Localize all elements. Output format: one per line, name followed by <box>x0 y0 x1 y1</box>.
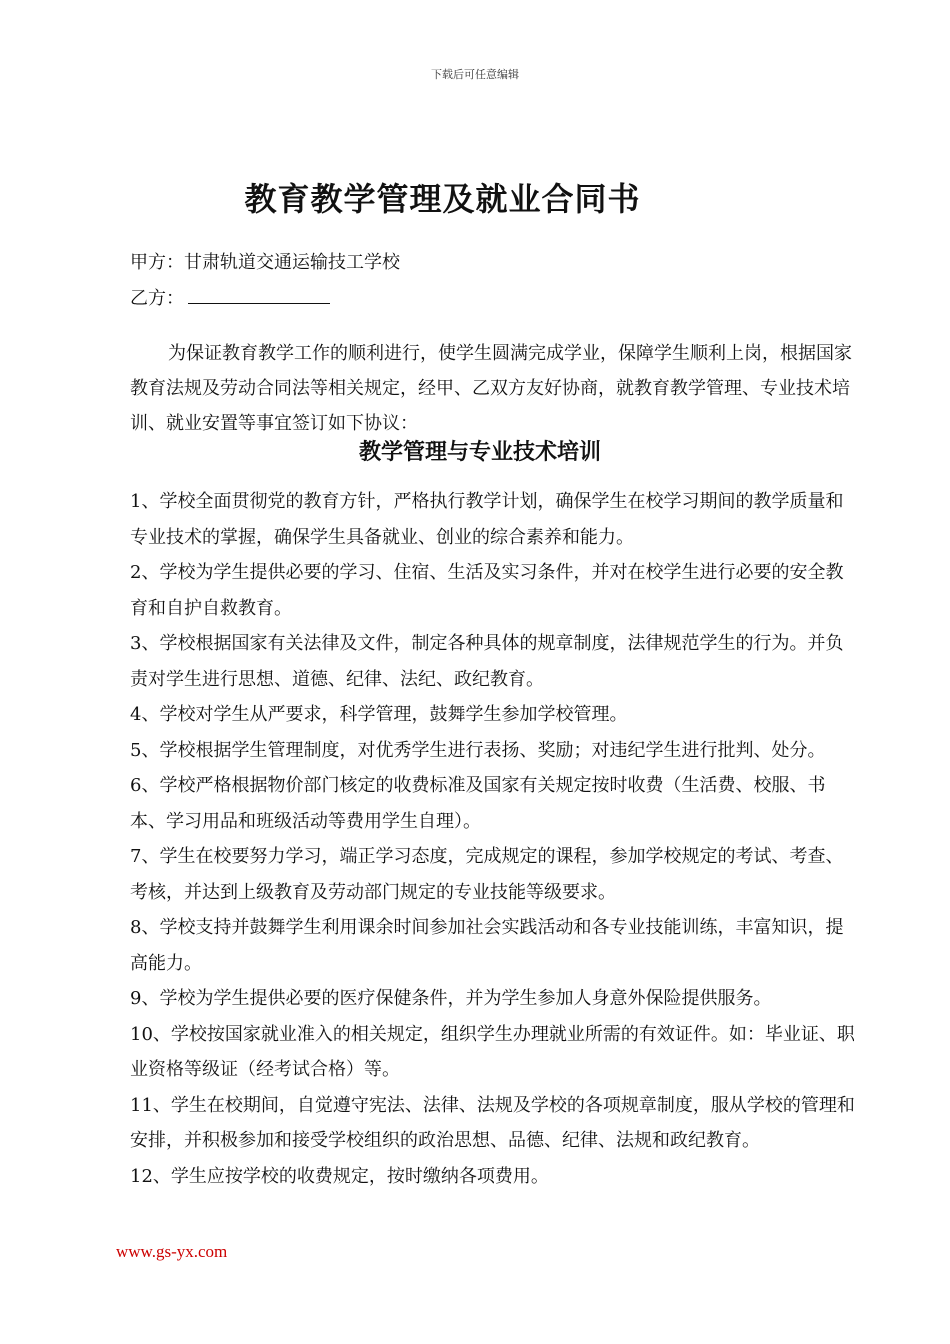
clause-item: 3、学校根据国家有关法律及文件，制定各种具体的规章制度，法律规范学生的行为。并负责对学生进行思想、道德、纪律、法纪、政纪教育。 <box>130 633 844 690</box>
clause-list <box>130 484 856 1194</box>
clause-item: 9、学校为学生提供必要的医疗保健条件，并为学生参加人身意外保险提供服务。 <box>130 988 772 1009</box>
footer-url-link[interactable]: www.gs-yx.com <box>116 1242 228 1261</box>
clause-item: 2、学校为学生提供必要的学习、住宿、生活及实习条件，并对在校学生进行必要的安全教育和自护自救教育。 <box>130 562 844 619</box>
clause-item: 12、学生应按学校的收费规定，按时缴纳各项费用。 <box>130 1165 549 1187</box>
clause-item: 5、学校根据学生管理制度，对优秀学生进行表扬、奖励；对违纪学生进行批判、处分。 <box>130 739 826 761</box>
intro-paragraph: 为保证教育教学工作的顺利进行，使学生圆满完成学业，保障学生顺利上岗，根据国家教育法规及劳动合同法等相关规定，经甲、乙双方友好协商，就教育教学管理、专业技术培训、就业安置等事宜签订如下协议： <box>130 343 852 434</box>
clause-item: 7、学生在校要努力学习，端正学习态度，完成规定的课程，参加学校规定的考试、考查、考核，并达到上级教育及劳动部门规定的专业技能等级要求。 <box>130 846 844 903</box>
header-note: 下载后可任意编辑 <box>431 68 519 81</box>
party-b <box>130 284 330 310</box>
clause-item: 8、学校支持并鼓舞学生利用课余时间参加社会实践活动和各专业技能训练，丰富知识，提高能力。 <box>130 917 844 974</box>
party-a: 甲方：甘肃轨道交通运输技工学校 <box>130 252 400 273</box>
clause-item: 11、学生在校期间，自觉遵守宪法、法律、法规及学校的各项规章制度，服从学校的管理和安排，并积极参加和接受学校组织的政治思想、品德、纪律、法规和政纪教育。 <box>130 1094 855 1151</box>
section-heading: 教学管理与专业技术培训 <box>358 439 601 465</box>
party-b-signature-blank[interactable] <box>188 285 330 304</box>
clause-item: 1、学校全面贯彻党的教育方针，严格执行教学计划，确保学生在校学习期间的教学质量和专业技术的掌握，确保学生具备就业、创业的综合素养和能力。 <box>130 491 844 548</box>
document-title: 教育教学管理及就业合同书 <box>244 180 641 218</box>
clause-item: 4、学校对学生从严要求，科学管理，鼓舞学生参加学校管理。 <box>130 704 628 725</box>
clause-item: 6、学校严格根据物价部门核定的收费标准及国家有关规定按时收费（生活费、校服、书本、学习用品和班级活动等费用学生自理）。 <box>130 775 826 832</box>
clause-item: 10、学校按国家就业准入的相关规定，组织学生办理就业所需的有效证件。如：毕业证、职业资格等级证（经考试合格）等。 <box>130 1023 855 1080</box>
party-b-label: 乙方： <box>130 288 184 309</box>
